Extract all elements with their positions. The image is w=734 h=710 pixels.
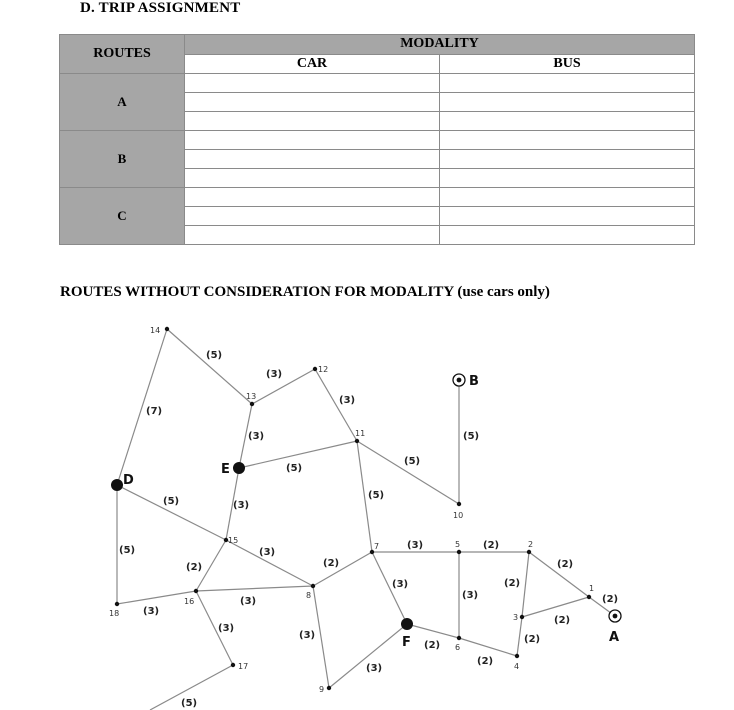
edge [313,552,372,586]
node-label-15: 15 [228,536,239,545]
edge-weight: (3) [240,596,257,607]
node-10-dot [457,502,461,506]
route-a-car-cell[interactable] [185,112,440,131]
edge-weight: (3) [143,606,160,617]
edge-weight: (2) [323,558,340,569]
node-label-b: B [469,374,479,389]
route-c-bus-cell[interactable] [440,188,695,207]
edge-weight: (3) [299,630,316,641]
route-b-bus-cell[interactable] [440,150,695,169]
route-b-car-cell[interactable] [185,169,440,188]
routes-header: ROUTES [60,35,185,74]
edge [407,624,459,638]
edge-weight: (3) [248,431,265,442]
edge [313,586,329,688]
edge-weight: (2) [554,615,571,626]
edge-weight: (2) [477,656,494,667]
section-title: D. TRIP ASSIGNMENT [80,0,241,16]
node-6-dot [457,636,461,640]
node-14-dot [165,327,169,331]
node-2-dot [527,550,531,554]
node-label-14: 14 [150,326,161,335]
node-label-7: 7 [374,542,380,551]
edge [196,586,313,591]
edge-weight: (5) [404,456,421,467]
node-label-11: 11 [355,429,366,438]
edge-weight: (3) [259,547,276,558]
node-label-6: 6 [455,643,461,652]
node-label-a: A [609,630,620,645]
node-label-4: 4 [514,662,520,671]
bus-header: BUS [440,54,695,74]
node-16-dot [194,589,198,593]
node-b-center [457,378,462,383]
node-1-dot [587,595,591,599]
route-c-bus-cell[interactable] [440,207,695,226]
node-label-18: 18 [109,609,120,618]
edge-weight: (5) [181,698,198,709]
road-network-diagram [0,310,734,710]
route-b-bus-cell[interactable] [440,131,695,150]
modality-header: MODALITY [185,35,695,55]
edge [522,552,529,617]
terminal-markers [453,374,621,622]
route-b-car-cell[interactable] [185,150,440,169]
network-edges [117,329,615,710]
node-label-17: 17 [238,662,249,671]
edge-weight: (5) [463,431,480,442]
edge-weight: (2) [186,562,203,573]
edge-weight: (3) [233,500,250,511]
node-e-marker [233,462,245,474]
node-12-dot [313,367,317,371]
edge [329,624,407,688]
edge-weight: (7) [146,406,163,417]
edge-weight: (5) [206,350,223,361]
route-c-car-cell[interactable] [185,188,440,207]
node-4-dot [515,654,519,658]
trip-assignment-table [59,34,695,245]
edge-weight: (3) [266,369,283,380]
node-label-13: 13 [246,392,257,401]
node-labels [109,326,619,694]
node-17-dot [231,663,235,667]
node-label-5: 5 [455,540,461,549]
edge-weight: (5) [163,496,180,507]
edge [522,597,589,617]
route-b-car-cell[interactable] [185,131,440,150]
network-subtitle: ROUTES WITHOUT CONSIDERATION FOR MODALITY (use cars only) [60,284,550,300]
car-header: CAR [185,54,440,74]
node-label-d: D [123,473,134,488]
route-c-bus-cell[interactable] [440,226,695,245]
edge-weight: (5) [119,545,136,556]
route-a-bus-cell[interactable] [440,112,695,131]
route-a-bus-cell[interactable] [440,93,695,112]
route-label-c: C [60,188,185,245]
node-a-center [613,614,618,619]
edge-weight: (2) [504,578,521,589]
node-label-9: 9 [319,685,325,694]
edge-weight: (2) [524,634,541,645]
edge-weight: (2) [483,540,500,551]
node-d-marker [111,479,123,491]
route-a-car-cell[interactable] [185,74,440,93]
node-8-dot [311,584,315,588]
edge-weight: (3) [218,623,235,634]
edge-weight: (3) [392,579,409,590]
edge-weight: (3) [462,590,479,601]
edge [252,369,315,404]
edge-weight: (3) [366,663,383,674]
node-label-2: 2 [528,540,534,549]
edge-weight: (2) [557,559,574,570]
node-18-dot [115,602,119,606]
edge-weight: (5) [286,463,303,474]
node-5-dot [457,550,461,554]
route-a-car-cell[interactable] [185,93,440,112]
route-label-a: A [60,74,185,131]
edge-weight: (3) [407,540,424,551]
route-a-bus-cell[interactable] [440,74,695,93]
route-b-bus-cell[interactable] [440,169,695,188]
route-c-car-cell[interactable] [185,207,440,226]
node-label-10: 10 [453,511,464,520]
route-label-b: B [60,131,185,188]
edge-weight: (2) [602,594,619,605]
node-11-dot [355,439,359,443]
node-label-12: 12 [318,365,329,374]
edge [517,617,522,656]
route-c-car-cell[interactable] [185,226,440,245]
edge [459,638,517,656]
node-13-dot [250,402,254,406]
edge [167,329,252,404]
edge-weight: (2) [424,640,441,651]
edge [117,485,226,540]
node-label-8: 8 [306,591,312,600]
node-f-marker [401,618,413,630]
edge-weight: (3) [339,395,356,406]
node-label-1: 1 [589,584,595,593]
node-label-f: F [402,635,411,650]
edge-weight: (5) [368,490,385,501]
node-label-3: 3 [513,613,519,622]
node-label-16: 16 [184,597,195,606]
node-9-dot [327,686,331,690]
node-label-e: E [221,462,230,477]
node-3-dot [520,615,524,619]
